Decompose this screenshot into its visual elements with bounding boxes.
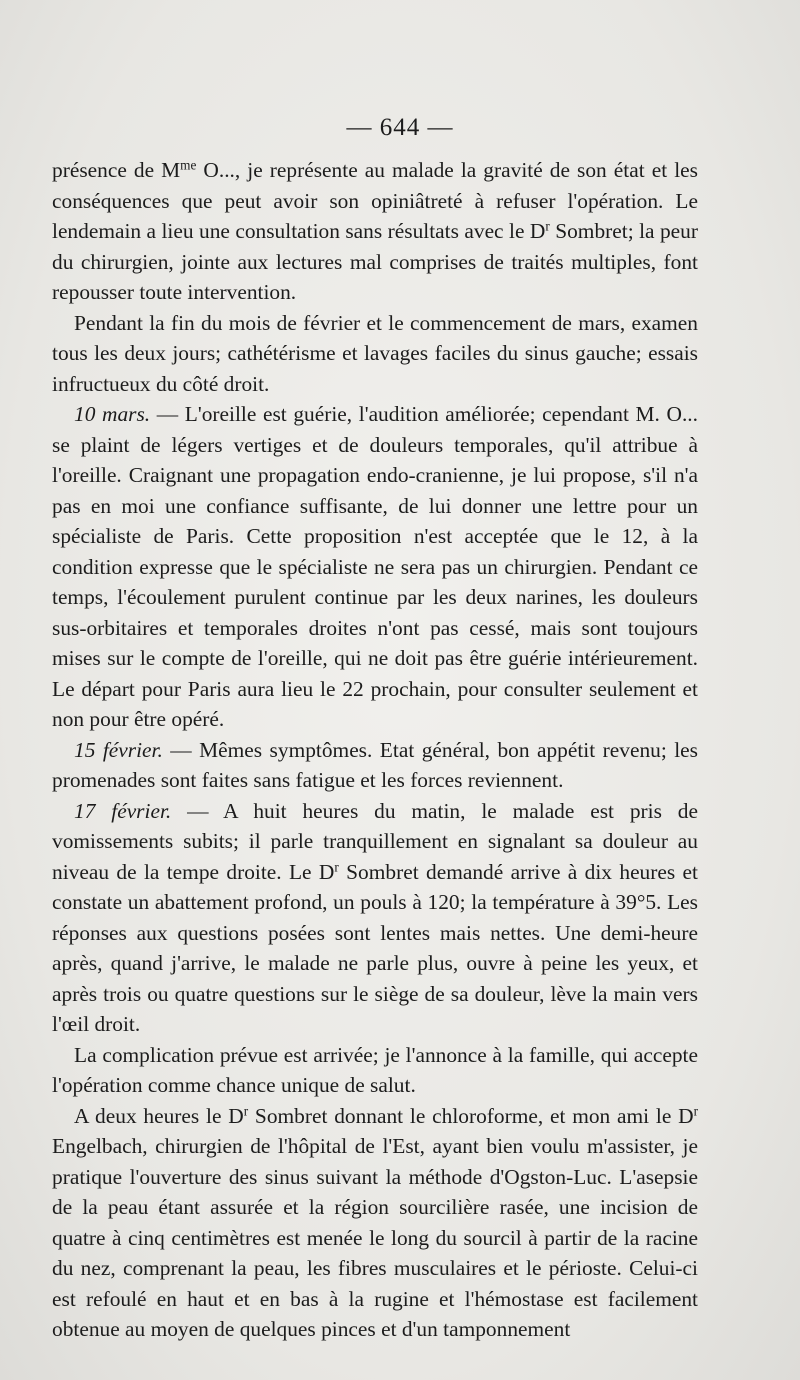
paragraph-4: 15 février. — Mêmes symptômes. Etat général, bon appétit revenu; les promenades sont faites sans fatigue et les forces reviennent.: [52, 737, 699, 792]
page-number: — 644 —: [346, 114, 454, 141]
superscript-r: r: [243, 1103, 249, 1119]
paragraph-6: La complication prévue est arrivée; je l'annonce à la famille, qui accepte l'opération comme chance unique de salut.: [52, 1042, 698, 1097]
entry-date: 17 février.: [74, 798, 172, 823]
paragraph-1: présence de $M^{me}$ O..., je représente au malade la gravité de son état et les conséquences que peut avoir son opiniâtreté à refuser l'opération. Le lendemain a lieu une consultation sans résultats avec le $D^r$ Sombret; la peur du chirurgien, jointe aux lectures mal comprises de traités multiples, font repousser toute intervention.: [52, 157, 698, 304]
entry-date: 15 février.: [74, 737, 163, 762]
superscript-r: r: [693, 1103, 698, 1119]
superscript-me: me: [180, 157, 197, 173]
paragraph-5: 17 février. — A huit heures du matin, le malade est pris de vomissements subits; il parle tranquillement en signalant sa douleur au niveau de la tempe droite. Le $D^r$ Sombret demandé arrive à dix heures et constate un abattement profond, un pouls à 120; la température à 39°5. Les réponses aux questions posées sont lentes mais nettes. Une demi-heure après, quand j'arrive, le malade ne parle plus, ouvre à peine les yeux, et après trois ou quatre questions sur le siège de sa douleur, lève la main vers l'œil droit.: [52, 798, 698, 1036]
paragraph-3: 10 mars. — L'oreille est guérie, l'audition améliorée; cependant M. O... se plaint de légers vertiges et de douleurs temporales, qu'il attribue à l'oreille. Craignant une propagation endo-cranienne, je lui propose, s'il n'a pas en moi une confiance suffisante, de lui donner une lettre pour un spécialiste de Paris. Cette proposition n'est acceptée que le 12, à la condition expresse que le spécialiste ne sera pas un chirurgien. Pendant ce temps, l'écoulement purulent continue par les deux narines, les douleurs sus-orbitaires et temporales droites n'ont pas cessé, mais sont toujours mises sur le compte de l'oreille, qui ne doit pas être guérie intérieurement. Le départ pour Paris aura lieu le 22 prochain, pour consulter seulement et non pour être opéré.: [52, 402, 698, 731]
entry-date: 10 mars.: [74, 402, 151, 426]
body-text: [52, 155, 698, 1345]
paragraph-7: A deux heures le $D^r$ Sombret donnant le chloroforme, et mon ami le $D^r$ Engelbach, chirurgien de l'hôpital de l'Est, ayant bien voulu m'assister, je pratique l'ouverture des sinus suivant la méthode d'Ogston-Luc. L'asepsie de la peau étant assurée et la région sourcilière rasée, une incision de quatre à cinq centimètres est menée le long du sourcil à partir de la racine du nez, comprenant la peau, les fibres musculaires et le périoste. Celui-ci est refoulé en haut et en bas à la rugine et l'hémostase est facilement obtenue au moyen de quelques pinces et d'un tamponnement: [52, 1103, 698, 1341]
superscript-r: r: [545, 218, 550, 234]
paragraph-2: Pendant la fin du mois de février et le commencement de mars, examen tous les deux jours; cathétérisme et lavages faciles du sinus gauche; essais infructueux du côté droit.: [52, 310, 698, 396]
superscript-r: r: [334, 859, 339, 875]
